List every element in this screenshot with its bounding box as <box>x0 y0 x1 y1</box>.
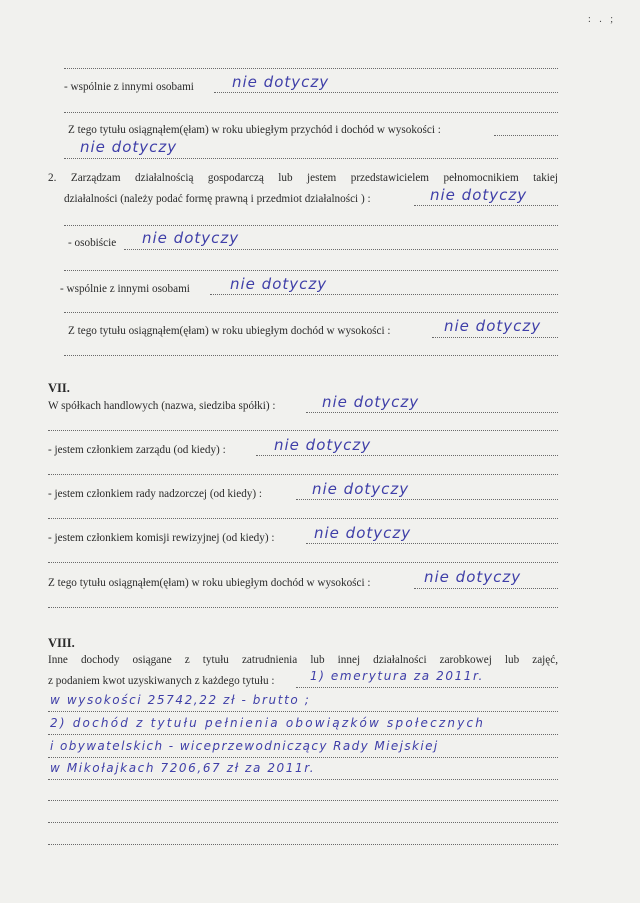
dotted-line <box>210 294 558 295</box>
dotted-line <box>414 205 558 206</box>
dotted-line <box>48 734 558 735</box>
dotted-line <box>414 588 558 589</box>
handwritten-answer: nie dotyczy <box>80 138 178 156</box>
dotted-line <box>306 543 558 544</box>
dotted-line <box>296 499 558 500</box>
item2-text-line1: 2. Zarządzam działalnością gospodarczą lub jestem przedstawicielem pełnomocnikiem takiej <box>48 172 558 184</box>
handwritten-answer: nie dotyczy <box>322 393 420 411</box>
handwritten-income-line3: 2) dochód z tytułu pełnienia obowiązków społecznych <box>50 716 486 730</box>
dotted-line <box>48 474 558 475</box>
handwritten-answer: nie dotyczy <box>232 73 330 91</box>
dotted-line <box>64 158 558 159</box>
handwritten-income-line4: i obywatelskich - wiceprzewodniczący Rady Miejskiej <box>50 739 439 753</box>
handwritten-income-line5: w Mikołajkach 7206,67 zł za 2011r. <box>50 761 316 775</box>
dotted-line <box>124 249 558 250</box>
board-member-label: - jestem członkiem zarządu (od kiedy) : <box>48 444 226 456</box>
income-label-3: Z tego tytułu osiągnąłem(ęłam) w roku ubiegłym dochód w wysokości : <box>48 577 371 589</box>
handwritten-answer: nie dotyczy <box>274 436 372 454</box>
other-income-text-line1: Inne dochody osiągane z tytułu zatrudnienia lub innej działalności zarobkowej lub zajęć, <box>48 654 558 666</box>
dotted-line <box>432 337 558 338</box>
handwritten-income-line2: w wysokości 25742,22 zł - brutto ; <box>50 693 311 707</box>
supervisory-board-label: - jestem członkiem rady nadzorczej (od kiedy) : <box>48 488 263 500</box>
jointly-label-2: - wspólnie z innymi osobami <box>60 283 190 295</box>
handwritten-answer: nie dotyczy <box>430 186 528 204</box>
dotted-line <box>64 312 558 313</box>
jointly-label: - wspólnie z innymi osobami <box>64 81 194 93</box>
dotted-line <box>48 844 558 845</box>
dotted-line <box>64 225 558 226</box>
handwritten-answer: nie dotyczy <box>312 480 410 498</box>
dotted-line <box>48 779 558 780</box>
dotted-line <box>48 800 558 801</box>
dotted-line <box>64 112 558 113</box>
dotted-line <box>494 135 558 136</box>
dotted-line <box>306 412 558 413</box>
handwritten-answer: nie dotyczy <box>142 229 240 247</box>
dotted-line <box>64 355 558 356</box>
dotted-line <box>48 711 558 712</box>
personally-label: - osobiście <box>68 237 117 249</box>
dotted-line <box>214 92 558 93</box>
handwritten-income-line1: 1) emerytura za 2011r. <box>310 669 484 683</box>
dotted-line <box>256 455 558 456</box>
income-label: Z tego tytułu osiągnąłem(ęłam) w roku ubiegłym przychód i dochód w wysokości : <box>68 124 441 136</box>
handwritten-answer: nie dotyczy <box>314 524 412 542</box>
dotted-line <box>48 822 558 823</box>
handwritten-answer: nie dotyczy <box>230 275 328 293</box>
item2-text-line2: działalności (należy podać formę prawną i przedmiot działalności ) : <box>64 193 371 205</box>
dotted-line <box>48 518 558 519</box>
section-vii-heading: VII. <box>48 381 70 395</box>
handwritten-answer: nie dotyczy <box>444 317 542 335</box>
dotted-line <box>48 607 558 608</box>
other-income-text-line2: z podaniem kwot uzyskiwanych z każdego tytułu : <box>48 675 275 687</box>
dotted-line <box>296 687 558 688</box>
dotted-line <box>48 430 558 431</box>
dotted-line <box>48 757 558 758</box>
handwritten-answer: nie dotyczy <box>424 568 522 586</box>
section-viii-heading: VIII. <box>48 636 75 650</box>
corner-mark: : . ; <box>587 14 616 25</box>
dotted-line <box>64 270 558 271</box>
dotted-line <box>64 68 558 69</box>
dotted-line <box>48 562 558 563</box>
income-label-2: Z tego tytułu osiągnąłem(ęłam) w roku ubiegłym dochód w wysokości : <box>68 325 391 337</box>
companies-label: W spółkach handlowych (nazwa, siedziba spółki) : <box>48 400 276 412</box>
audit-committee-label: - jestem członkiem komisji rewizyjnej (od kiedy) : <box>48 532 275 544</box>
